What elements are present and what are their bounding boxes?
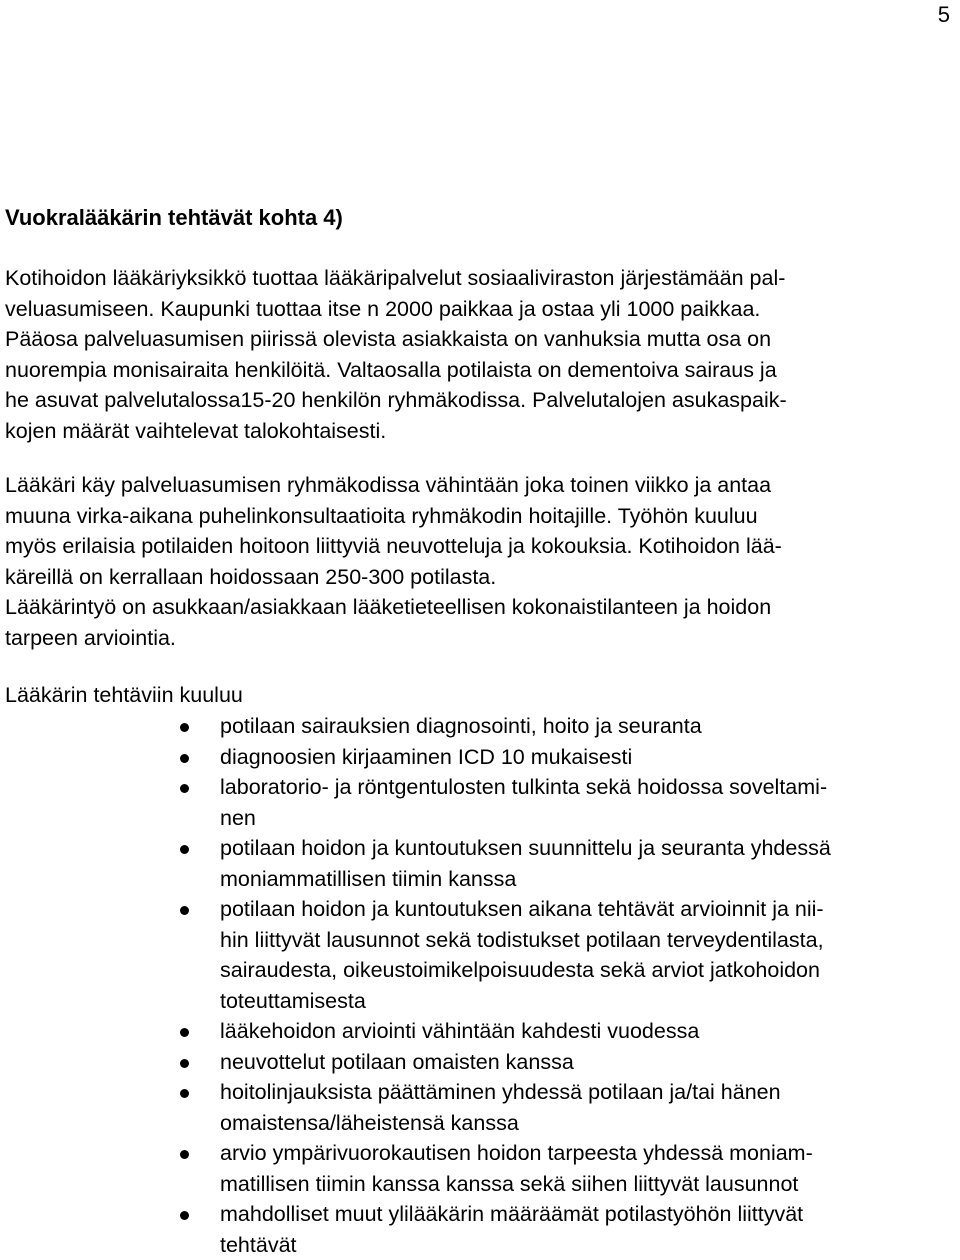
list-item-text: arvio ympärivuorokautisen hoidon tarpeesta yhdessä moniam-: [220, 1138, 831, 1169]
list-item: [0, 742, 831, 773]
list-item-text: laboratorio- ja röntgentulosten tulkinta sekä hoidossa soveltami-: [220, 772, 831, 803]
bullet-icon: [180, 845, 189, 854]
bullet-icon: [180, 1059, 189, 1068]
bullet-icon: [180, 723, 189, 732]
text-line: he asuvat palvelutalossa15-20 henkilön ryhmäkodissa. Palvelutalojen asukaspaik-: [5, 385, 950, 416]
list-item: [0, 833, 831, 894]
text-line: nuorempia monisairaita henkilöitä. Valtaosalla potilaista on dementoiva sairaus ja: [5, 355, 950, 386]
bullet-icon: [180, 906, 189, 915]
bullet-icon: [180, 1211, 189, 1220]
list-item-text: tehtävät: [220, 1230, 831, 1260]
list-item: [0, 894, 831, 1016]
list-item-text: lääkehoidon arviointi vähintään kahdesti vuodessa: [220, 1016, 831, 1047]
list-item: [0, 1016, 831, 1047]
list-item-text: potilaan hoidon ja kuntoutuksen suunnittelu ja seuranta yhdessä: [220, 833, 831, 864]
text-line: Kotihoidon lääkäriyksikkö tuottaa lääkäripalvelut sosiaaliviraston järjestämään pal-: [5, 263, 950, 294]
bullet-icon: [180, 754, 189, 763]
text-line: käreillä on kerrallaan hoidossaan 250-300 potilasta.: [5, 562, 950, 593]
bullet-icon: [180, 1028, 189, 1037]
text-line: myös erilaisia potilaiden hoitoon liittyviä neuvotteluja ja kokouksia. Kotihoidon lää-: [5, 531, 950, 562]
page-number: 5: [938, 0, 950, 30]
list-item-text: toteuttamisesta: [220, 986, 831, 1017]
list-item-text: mahdolliset muut ylilääkärin määräämät potilastyöhön liittyvät: [220, 1199, 831, 1230]
list-item: [0, 1199, 831, 1260]
list-item-text: potilaan hoidon ja kuntoutuksen aikana tehtävät arvioinnit ja nii-: [220, 894, 831, 925]
text-line: tarpeen arviointia.: [5, 623, 950, 654]
text-line: kojen määrät vaihtelevat talokohtaisesti.: [5, 416, 950, 447]
list-item-text: omaistensa/läheistensä kanssa: [220, 1108, 831, 1139]
text-line: veluasumiseen. Kaupunki tuottaa itse n 2000 paikkaa ja ostaa yli 1000 paikkaa.: [5, 294, 950, 325]
list-item-text: potilaan sairauksien diagnosointi, hoito ja seuranta: [220, 711, 831, 742]
list-item-text: sairaudesta, oikeustoimikelpoisuudesta sekä arviot jatkohoidon: [220, 955, 831, 986]
list-item-text: diagnoosien kirjaaminen ICD 10 mukaisesti: [220, 742, 831, 773]
paragraph-home-care-unit: [5, 263, 950, 446]
text-line: Lääkärintyö on asukkaan/asiakkaan lääketieteellisen kokonaistilanteen ja hoidon: [5, 592, 950, 623]
list-item: [0, 1077, 831, 1138]
tasks-intro: Lääkärin tehtäviin kuuluu: [5, 680, 950, 711]
list-item-text: hoitolinjauksista päättäminen yhdessä potilaan ja/tai hänen: [220, 1077, 831, 1108]
list-item: [0, 1138, 831, 1199]
text-line: Lääkäri käy palveluasumisen ryhmäkodissa vähintään joka toinen viikko ja antaa: [5, 470, 950, 501]
list-item: [0, 711, 831, 742]
list-item-text: moniammatillisen tiimin kanssa: [220, 864, 831, 895]
bullet-icon: [180, 784, 189, 793]
text-line: muuna virka-aikana puhelinkonsultaatioita ryhmäkodin hoitajille. Työhön kuuluu: [5, 501, 950, 532]
bullet-icon: [180, 1089, 189, 1098]
text-line: Pääosa palveluasumisen piirissä olevista asiakkaista on vanhuksia mutta osa on: [5, 324, 950, 355]
list-item: [0, 772, 831, 833]
bullet-icon: [180, 1150, 189, 1159]
list-item-text: nen: [220, 803, 831, 834]
list-item-text: matillisen tiimin kanssa kanssa sekä siihen liittyvät lausunnot: [220, 1169, 831, 1200]
paragraph-doctor-visits: [5, 470, 950, 653]
list-item-text: neuvottelut potilaan omaisten kanssa: [220, 1047, 831, 1078]
task-list: [0, 711, 831, 1260]
list-item-text: hin liittyvät lausunnot sekä todistukset potilaan terveydentilasta,: [220, 925, 831, 956]
section-heading: Vuokralääkärin tehtävät kohta 4): [5, 203, 343, 233]
list-item: [0, 1047, 831, 1078]
